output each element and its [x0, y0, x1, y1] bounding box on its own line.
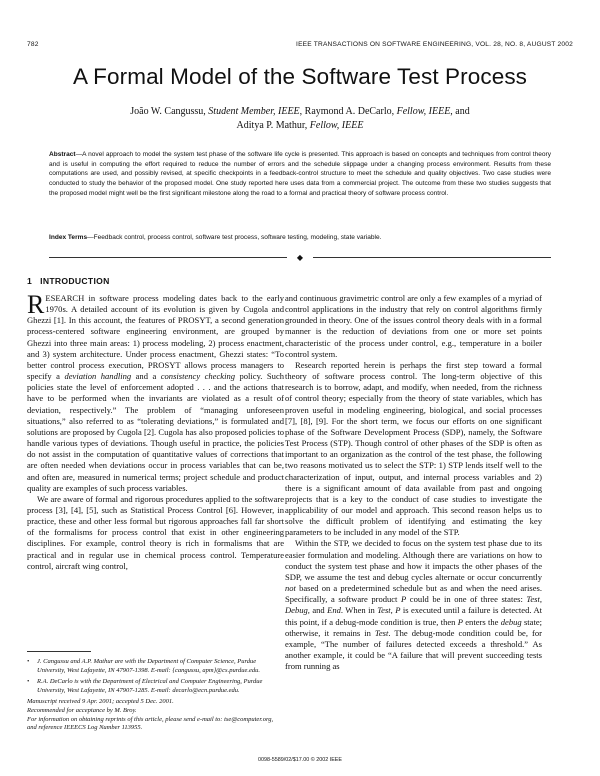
- author-membership: Student Member, IEEE: [208, 106, 300, 117]
- index-terms: [49, 233, 551, 243]
- abstract-label: Abstract: [49, 151, 76, 158]
- index-terms-text: —Feedback control, process control, software test process, software testing, modeling, state variable.: [87, 234, 382, 241]
- affiliation-note: • J. Cangussu and A.P. Mathur are with the Department of Computer Science, Purdue University, West Lafayette, IN 47907-1398. E-mail: {cangussu, apm}@cs.purdue.edu.: [27, 658, 261, 674]
- author-line-2: [40, 119, 560, 133]
- diamond-icon: ◆: [296, 253, 304, 262]
- intro-paragraph-2: We are aware of formal and rigorous procedures applied to the software process [3], [4], [5], such as Statistical Process Control [6]. However, in practice, these and other less formal but rigorous approaches fall far short of the formalisms for process control that exist in other engineering disciplines. For example, control theory is rich in formalisms that are practical and in regular use in chemical process control. Temperature control, aircraft wing control,: [27, 493, 284, 571]
- copyright-code: 0098-5589/02/$17.00 © 2002 IEEE: [258, 757, 342, 763]
- section-divider: [49, 254, 551, 262]
- divider-rule-right: [313, 257, 551, 258]
- author-membership: Fellow, IEEE: [396, 106, 451, 117]
- recommended-by: Recommended for acceptance by M. Broy.: [27, 706, 137, 714]
- footnotes: [27, 658, 284, 733]
- bullet-icon: •: [27, 678, 30, 686]
- drop-cap: R: [27, 290, 45, 319]
- intro-paragraph-3: and continuous gravimetric control are only a few examples of a myriad of control applications in the industry that rely on control algorithms firmly grounded in theory. One of the issues control theory deals with in a formal manner is the reduction of deviations from one or more set points characteristic of the process under control, e.g., temperature in a boiler control system.: [285, 293, 542, 359]
- author-membership: Fellow, IEEE: [309, 119, 364, 131]
- section-heading: [27, 276, 110, 286]
- abstract: [49, 150, 551, 199]
- author-name: João W. Cangussu,: [130, 106, 209, 117]
- author-name: , Raymond A. DeCarlo,: [299, 106, 397, 117]
- author-conjunction: , and: [450, 106, 470, 117]
- footnote-rule: [27, 651, 91, 652]
- index-terms-label: Index Terms: [49, 234, 88, 241]
- affiliation-note: • R.A. DeCarlo is with the Department of Electrical and Computer Engineering, Purdue University, West Lafayette, IN 47907-1285. E-mail: decarlo@ecn.purdue.edu.: [27, 678, 263, 694]
- section-title: INTRODUCTION: [40, 276, 110, 286]
- bullet-icon: •: [27, 658, 30, 665]
- section-number: 1: [27, 276, 33, 286]
- intro-paragraph-1: RESEARCH in software process modeling dates back to the early 1970s. A detailed account of its evolution is given by Cugola and Ghezzi [1]. In this account, the features of PROSYT, a second generation process-centered software engineering environment, are grouped by Ghezzi into three main areas: 1) process modeling, 2) process enactment, and 3) system architecture. Under process enactment, Ghezzi states: “To better control process execution, PROSYT allows process managers to specify a deviation handling and a consistency checking policy. Such policies state the level of enforcement adopted . . . and the actions that have to be performed when the invariants are violated as a result of deviation, respectively.” The problem of “managing unforeseen situations,” also referred to as “tolerating deviations,” is formulated and solutions are proposed by Cugola [2]. Cugola has also proposed policies to handle various types of deviations. Though useful in practice, the policies do not assist in the computation of quantitative values of corrections that are often needed when deviations occur in process variables that can be, and often are, measured in numerical terms; project schedule and product quality are examples of such process variables.: [27, 290, 285, 493]
- intro-paragraph-4: Research reported herein is perhaps the first step toward a formal theory of software process control. The long-term objective of this research is to borrow, adapt, and modify, when needed, from the richness of control theory; especially from the theory of state variables, which has proven useful in modeling engineering, biological, and social processes [7], [8], [9]. For the short term, we focus our efforts on one significant phase of the Software Development Process (SDP), namely, the Software Test Process (STP). Though control of other phases of the SDP is often as important to an organization as the control of the test phase, the following two reasons motivated us to select the STP: 1) STP lends itself well to the characterization of input, output, and internal process variables and 2) there is a significant amount of data available from past and ongoing projects that is a key to the conduct of case studies to investigate the applicability of our model and approach. This second reason helps us to solve the difficult problem of identifying and estimating the key parameters to be included in any model of the STP.: [285, 359, 542, 538]
- author-list: [40, 105, 560, 132]
- reprint-info: For information on obtaining reprints of this article, please send e-mail to: tse@computer.org, and reference IEEECS Log Number 113955.: [27, 715, 274, 732]
- author-line-1: [40, 105, 560, 119]
- author-name: Aditya P. Mathur,: [236, 119, 310, 131]
- paper-title: A Formal Model of the Software Test Process: [72, 64, 528, 89]
- divider-rule-left: [49, 257, 287, 258]
- manuscript-dates: Manuscript received 9 Apr. 2001; accepted 5 Dec. 2001.: [27, 698, 174, 706]
- intro-paragraph-5: Within the STP, we decided to focus on the system test phase due to its easier formulation and modeling. Although there are variations on how to conduct the system test phase and how it impacts the other phases of the SDP, we assume the test and debug cycles alternate or occur concurrently not based on a predetermined schedule but as and when the need arises. Specifically, a software product P could be in one of three states: Test, Debug, and End. When in Test, P is executed until a failure is detected. At this point, if a debug-mode condition is true, then P enters the debug state; otherwise, it remains in Test. The debug-mode condition could be, for example, “The number of failures detected exceeds a threshold.” As another example, it could be “A failure that will prevent succeeding tests from running as: [285, 538, 542, 672]
- journal-citation: IEEE TRANSACTIONS ON SOFTWARE ENGINEERING, VOL. 28, NO. 8, AUGUST 2002: [296, 41, 573, 48]
- right-column: [285, 293, 542, 672]
- running-head: [27, 41, 573, 51]
- left-column: [27, 290, 285, 572]
- abstract-text: —A novel approach to model the system test phase of the software life cycle is presented. This approach is based on concepts and techniques from control theory and is useful in computing the effort required to reduce the number of errors and the schedule slippage under a changing process environment. Results from these computations are used, and possibly revised, at specific checkpoints in a feedback-control structure to meet the schedule and quality objectives. Two case studies were conducted to study the behavior of the proposed model. One study reported here uses data from a commercial project. The outcome from these two studies suggests that the proposed model might well be the first significant milestone along the road to a formal and practical theory of software process control.: [49, 151, 551, 197]
- page-number: 782: [27, 41, 39, 48]
